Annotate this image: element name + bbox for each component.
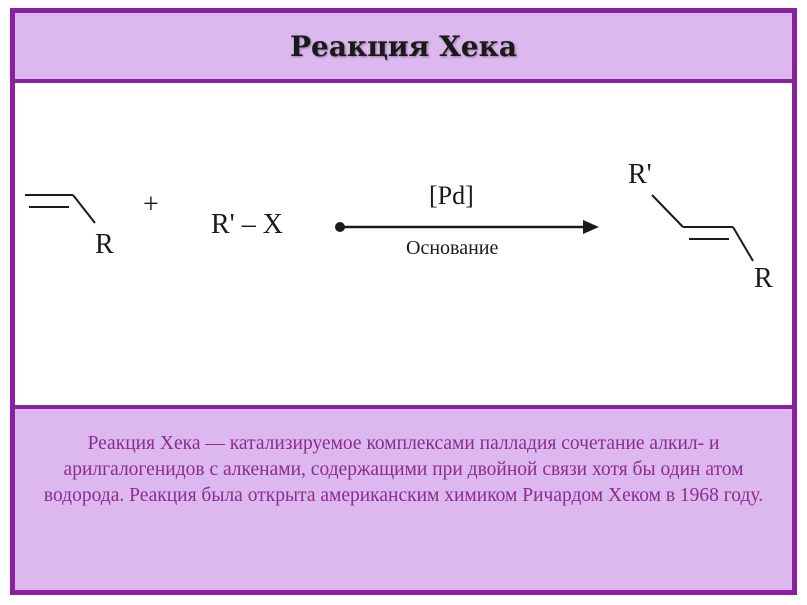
alkene-product-bonds bbox=[652, 195, 753, 261]
product-substituent-r: R bbox=[754, 263, 773, 294]
reaction-scheme bbox=[15, 83, 792, 405]
slide-frame bbox=[10, 8, 797, 595]
palladium-catalyst-label: [Pd] bbox=[429, 181, 474, 210]
reactant-substituent-r: R bbox=[95, 229, 114, 260]
reaction-arrow bbox=[335, 220, 599, 234]
product-substituent-r-prime: R' bbox=[628, 159, 652, 190]
alkene-reactant-bonds bbox=[25, 195, 95, 223]
base-condition-label: Основание bbox=[406, 237, 499, 259]
description-panel bbox=[15, 405, 792, 590]
plus-sign: + bbox=[143, 189, 159, 220]
reaction-scheme-drawing bbox=[15, 83, 792, 405]
description-text: Реакция Хека — катализируемое комплексами палладия сочетание алкил- и арилгалогенидов с алкенами, содержащими при двойной связи хотя бы один атом водорода. Реакция была открыта американским химиком Ричардом Хеком в 1968 году. bbox=[43, 433, 764, 506]
title-bar bbox=[15, 13, 792, 83]
slide-title: Реакция Хека bbox=[289, 29, 518, 63]
aryl-halide-reactant: R' – X bbox=[211, 209, 283, 240]
